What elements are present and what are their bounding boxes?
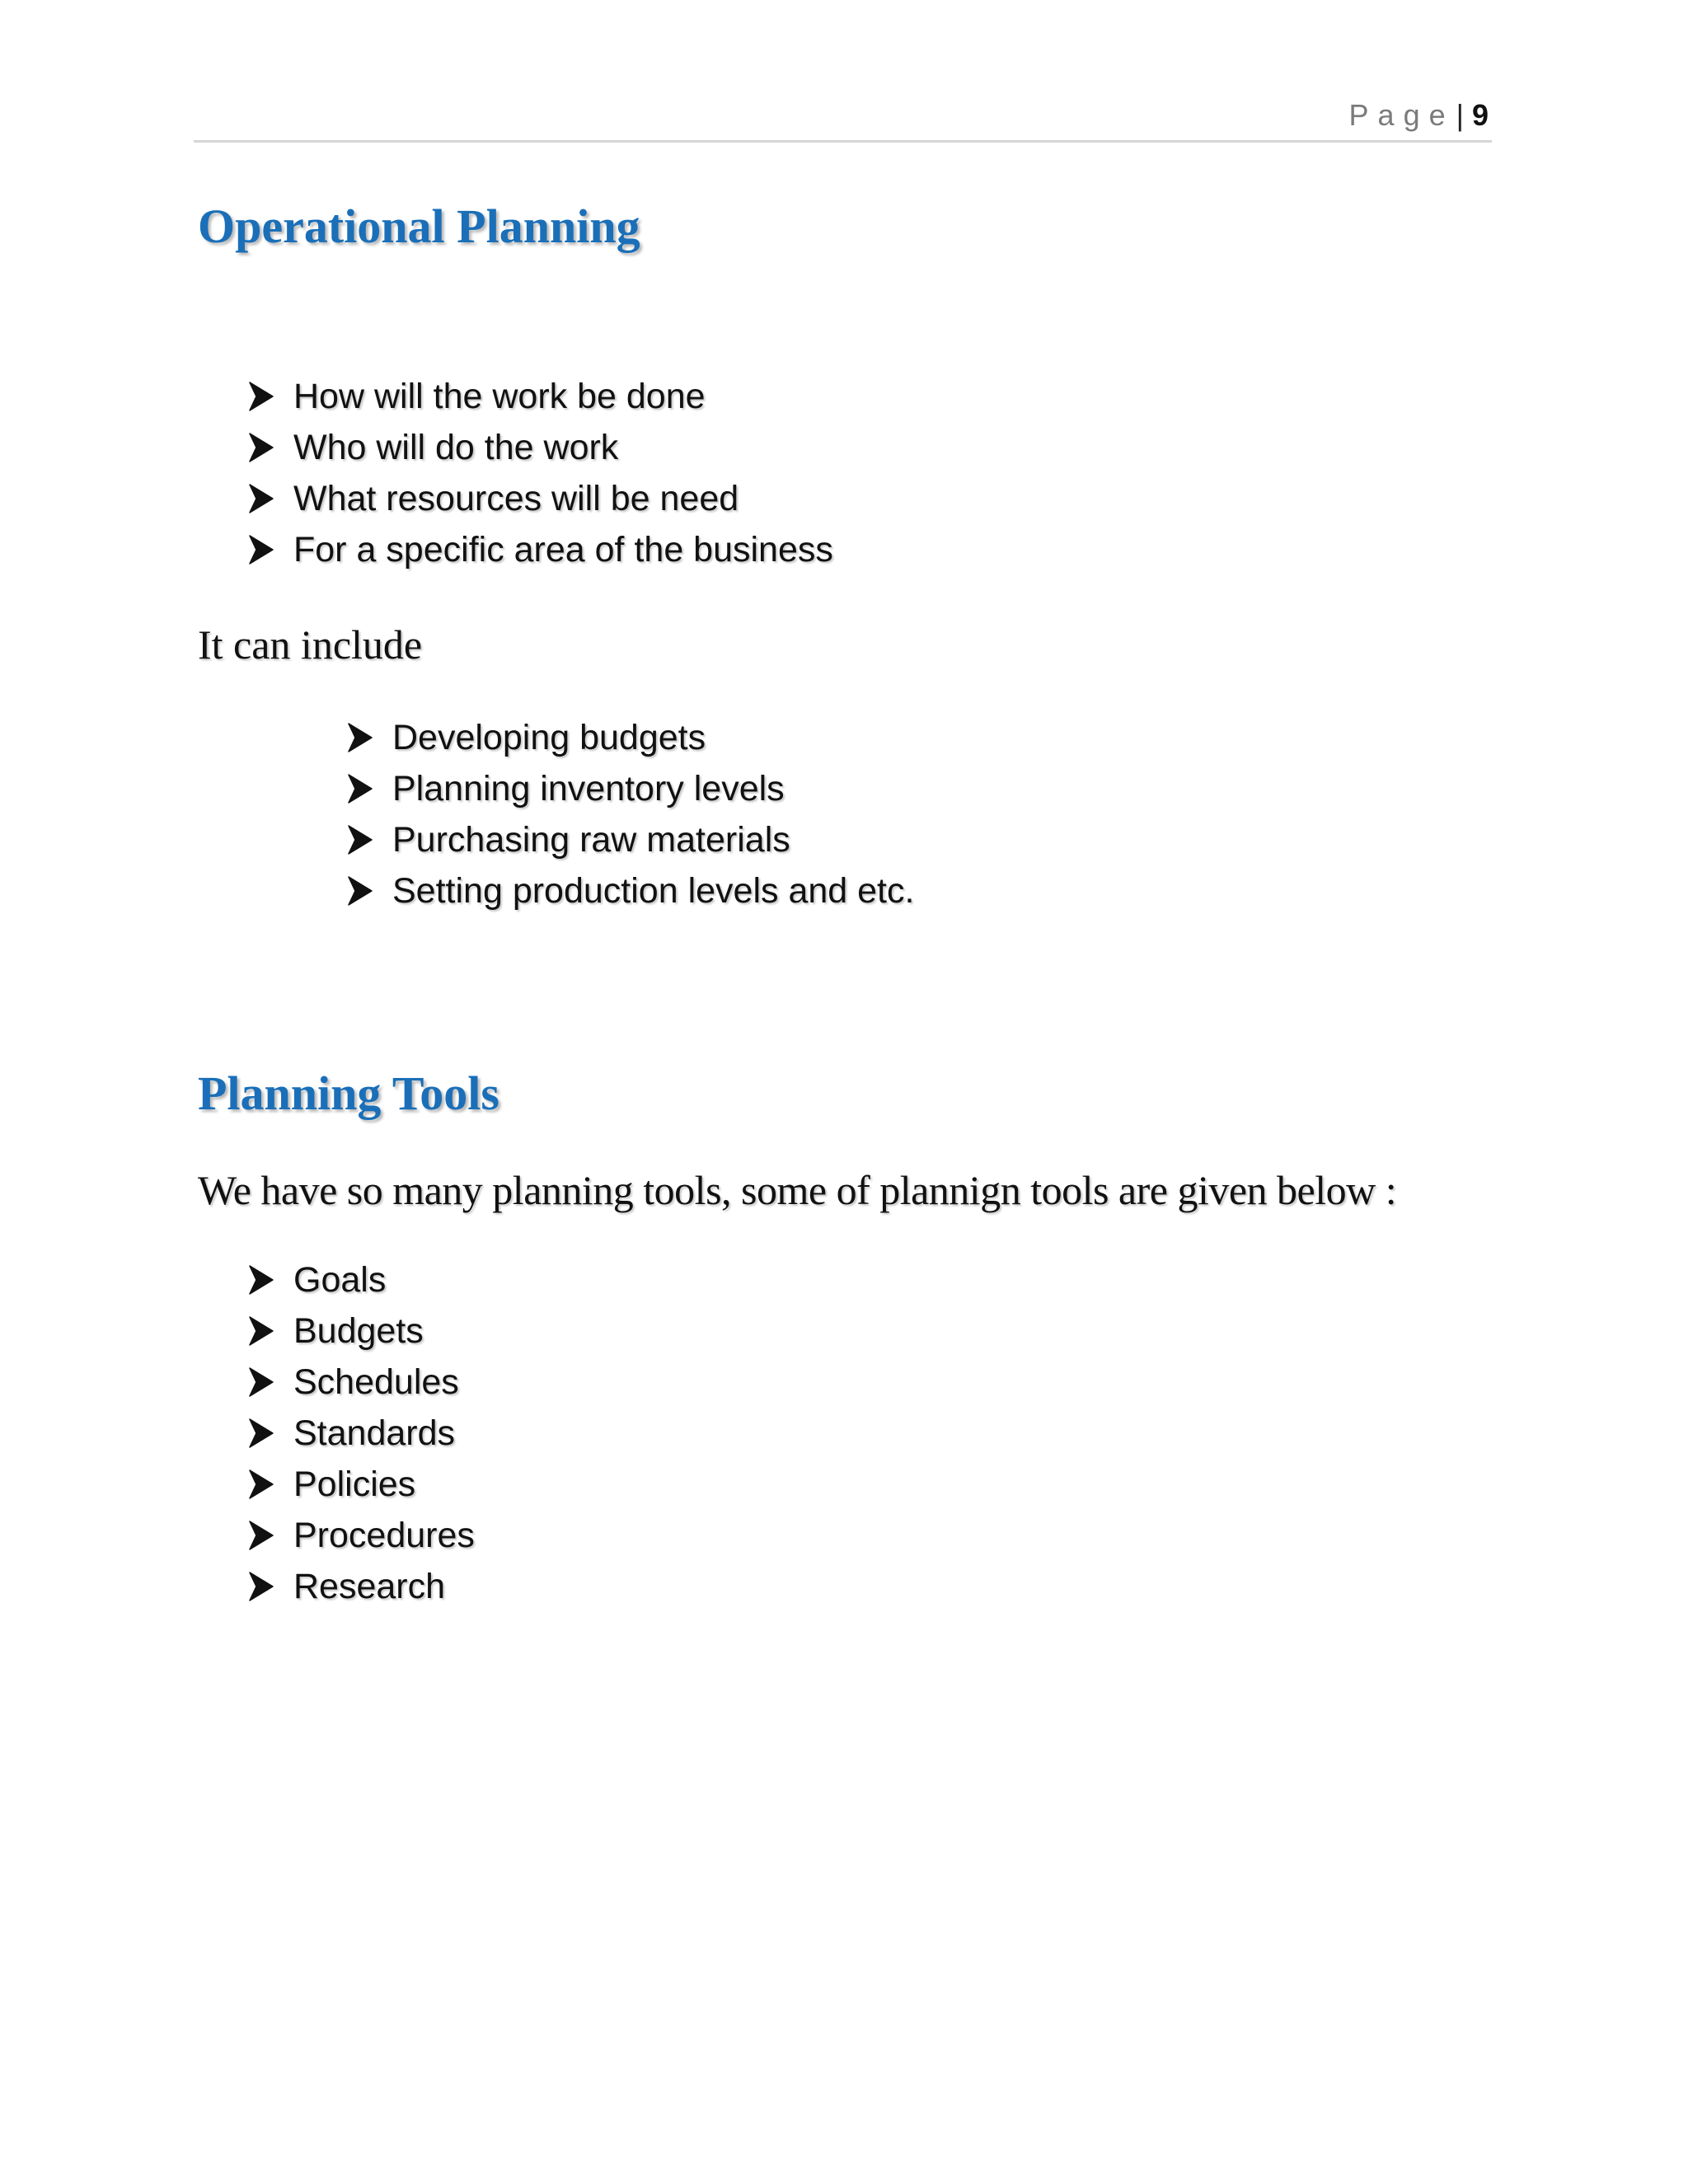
list-item-text: For a specific area of the business (293, 530, 833, 569)
planning-tools-list (247, 1254, 475, 1612)
list-item (247, 1305, 475, 1357)
list-item (346, 865, 914, 916)
list-item (346, 712, 914, 763)
arrow-bullet-icon (346, 874, 392, 908)
list-item (247, 1254, 475, 1305)
arrow-bullet-icon (247, 1365, 293, 1399)
operational-planning-heading: Operational Planning (198, 199, 640, 253)
list-item-text: Procedures (293, 1516, 475, 1555)
arrow-bullet-icon (346, 771, 392, 806)
it-can-include-text: It can include (198, 621, 423, 668)
page-number (1349, 97, 1489, 134)
list-item (247, 422, 833, 473)
page-number-value: 9 (1471, 98, 1489, 132)
arrow-bullet-icon (247, 532, 293, 567)
list-item (247, 1357, 475, 1408)
list-item-text: Setting production levels and etc. (392, 871, 915, 911)
arrow-bullet-icon (247, 481, 293, 516)
arrow-bullet-icon (346, 823, 392, 857)
arrow-bullet-icon (247, 1518, 293, 1553)
it-can-include-list (346, 712, 914, 916)
list-item-text: Developing budgets (392, 718, 706, 757)
list-item (247, 1408, 475, 1459)
list-item (247, 1459, 475, 1510)
planning-tools-intro-text: We have so many planning tools, some of plannign tools are given below : (198, 1167, 1397, 1213)
page-separator: | (1456, 98, 1464, 132)
list-item-text: Goals (293, 1260, 387, 1300)
list-item-text: Who will do the work (293, 428, 619, 467)
list-item-text: How will the work be done (293, 377, 706, 416)
list-item (247, 371, 833, 422)
list-item (247, 473, 833, 524)
list-item-text: Standards (293, 1413, 456, 1453)
list-item (247, 1510, 475, 1561)
arrow-bullet-icon (247, 1416, 293, 1451)
planning-tools-heading: Planning Tools (198, 1066, 499, 1120)
list-item-text: Budgets (293, 1311, 424, 1351)
list-item (346, 763, 914, 814)
arrow-bullet-icon (247, 379, 293, 414)
arrow-bullet-icon (247, 1569, 293, 1604)
arrow-bullet-icon (247, 1467, 293, 1502)
page-header (194, 92, 1492, 143)
arrow-bullet-icon (247, 1314, 293, 1348)
list-item (247, 1561, 475, 1612)
arrow-bullet-icon (346, 720, 392, 755)
page-label: Page (1348, 98, 1455, 132)
list-item-text: Research (293, 1567, 446, 1606)
arrow-bullet-icon (247, 1263, 293, 1297)
list-item-text: Purchasing raw materials (392, 820, 790, 860)
list-item-text: What resources will be need (293, 479, 739, 518)
list-item-text: Schedules (293, 1362, 459, 1402)
arrow-bullet-icon (247, 430, 293, 465)
list-item (346, 814, 914, 865)
operational-planning-list (247, 371, 833, 575)
list-item-text: Planning inventory levels (392, 769, 785, 808)
list-item (247, 524, 833, 575)
list-item-text: Policies (293, 1465, 416, 1504)
